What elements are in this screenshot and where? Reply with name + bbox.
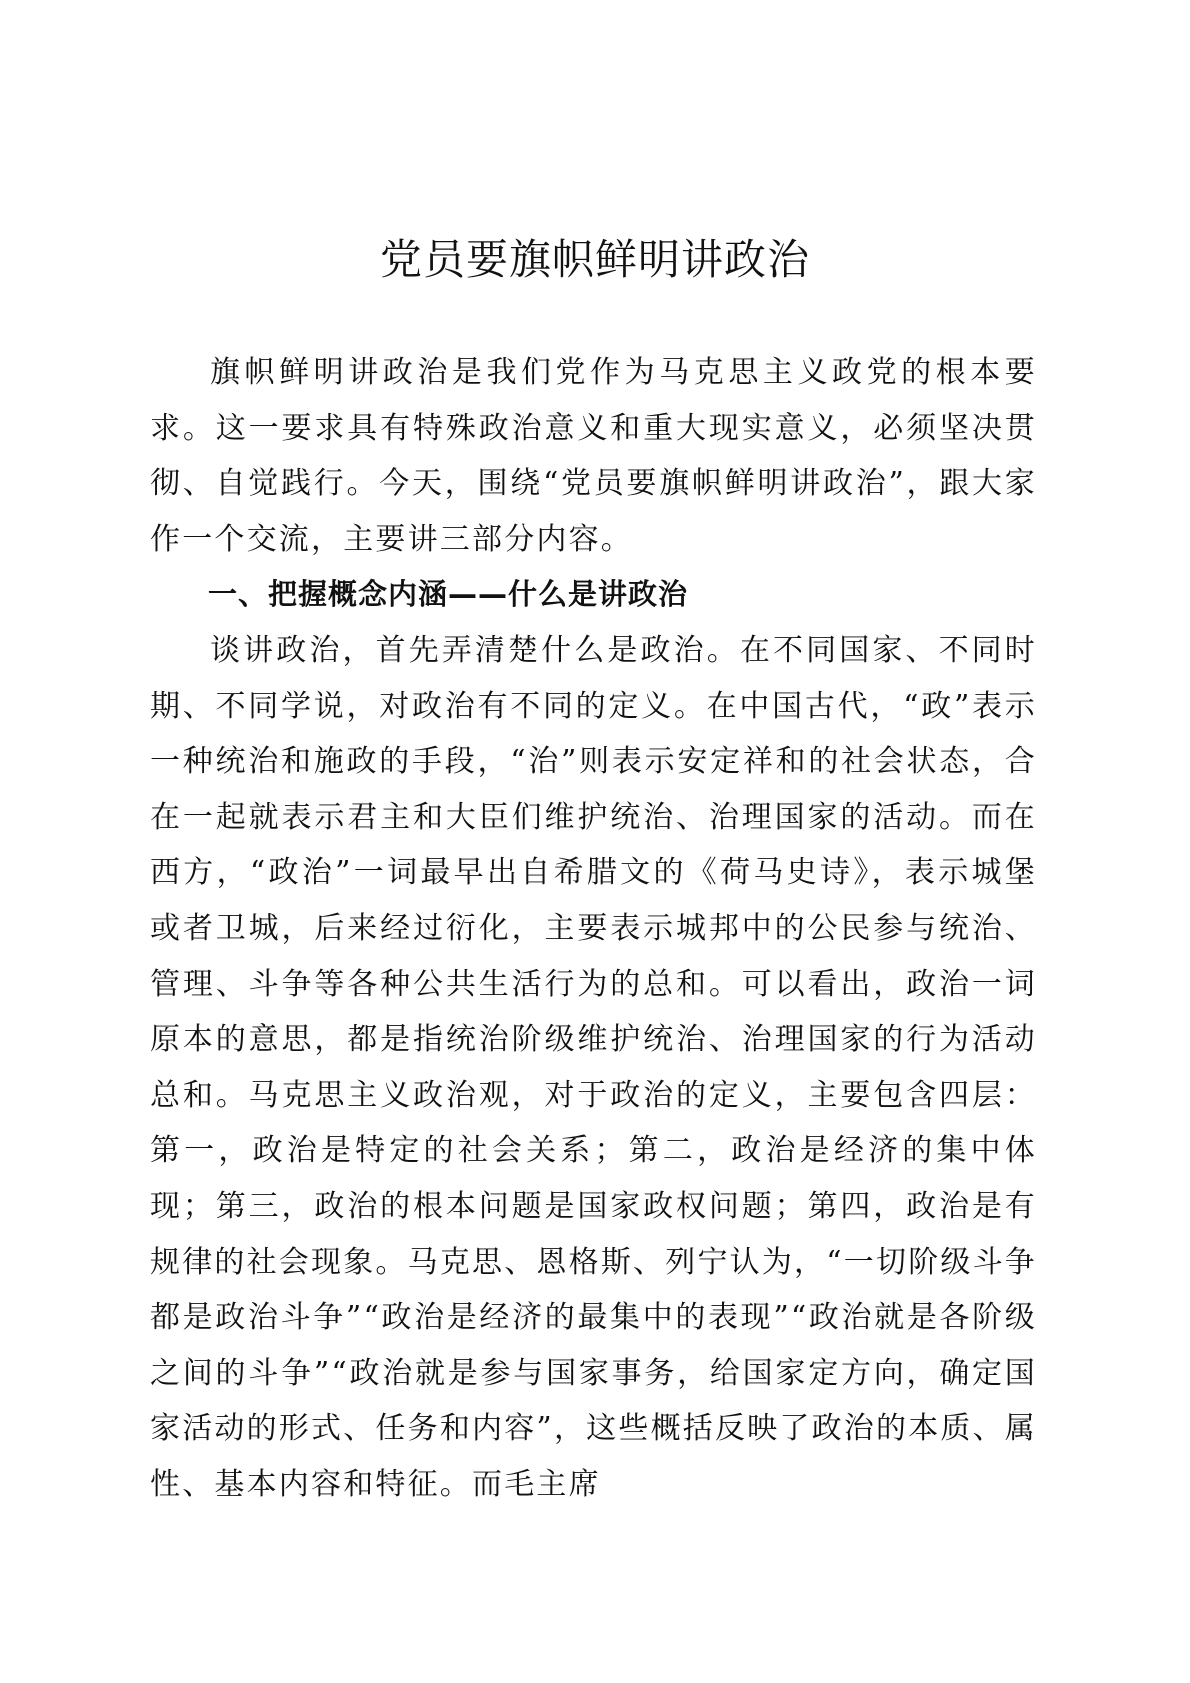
document-body bbox=[150, 345, 1037, 1512]
section-heading: 一、把握概念内涵——什么是讲政治 bbox=[208, 577, 689, 612]
section-paragraph: 谈讲政治，首先弄清楚什么是政治。在不同国家、不同时期、不同学说，对政治有不同的定义。在中国古代，“政”表示一种统治和施政的手段，“治”则表示安定祥和的社会状态，合在一起就表示君主和大臣们维护统治、治理国家的活动。而在西方，“政治”一词最早出自希腊文的《荷马史诗》，表示城堡或者卫城，后来经过衍化，主要表示城邦中的公民参与统治、管理、斗争等各种公共生活行为的总和。可以看出，政治一词原本的意思，都是指统治阶级维护统治、治理国家的行为活动总和。马克思主义政治观，对于政治的定义，主要包含四层：第一，政治是特定的社会关系；第二，政治是经济的集中体现；第三，政治的根本问题是国家政权问题；第四，政治是有规律的社会现象。马克思、恩格斯、列宁认为，“一切阶级斗争都是政治斗争”“政治是经济的最集中的表现”“政治就是各阶级之间的斗争”“政治就是参与国家事务，给国家定方向，确定国家活动的形式、任务和内容”，这些概括反映了政治的本质、属性、基本内容和特征。而毛主席 bbox=[150, 632, 1037, 1502]
intro-paragraph: 旗帜鲜明讲政治是我们党作为马克思主义政党的根本要求。这一要求具有特殊政治意义和重大现实意义，必须坚决贯彻、自觉践行。今天，围绕“党员要旗帜鲜明讲政治”，跟大家作一个交流，主要讲三部分内容。 bbox=[150, 355, 1037, 557]
document-title: 党员要旗帜鲜明讲政治 bbox=[379, 235, 810, 284]
